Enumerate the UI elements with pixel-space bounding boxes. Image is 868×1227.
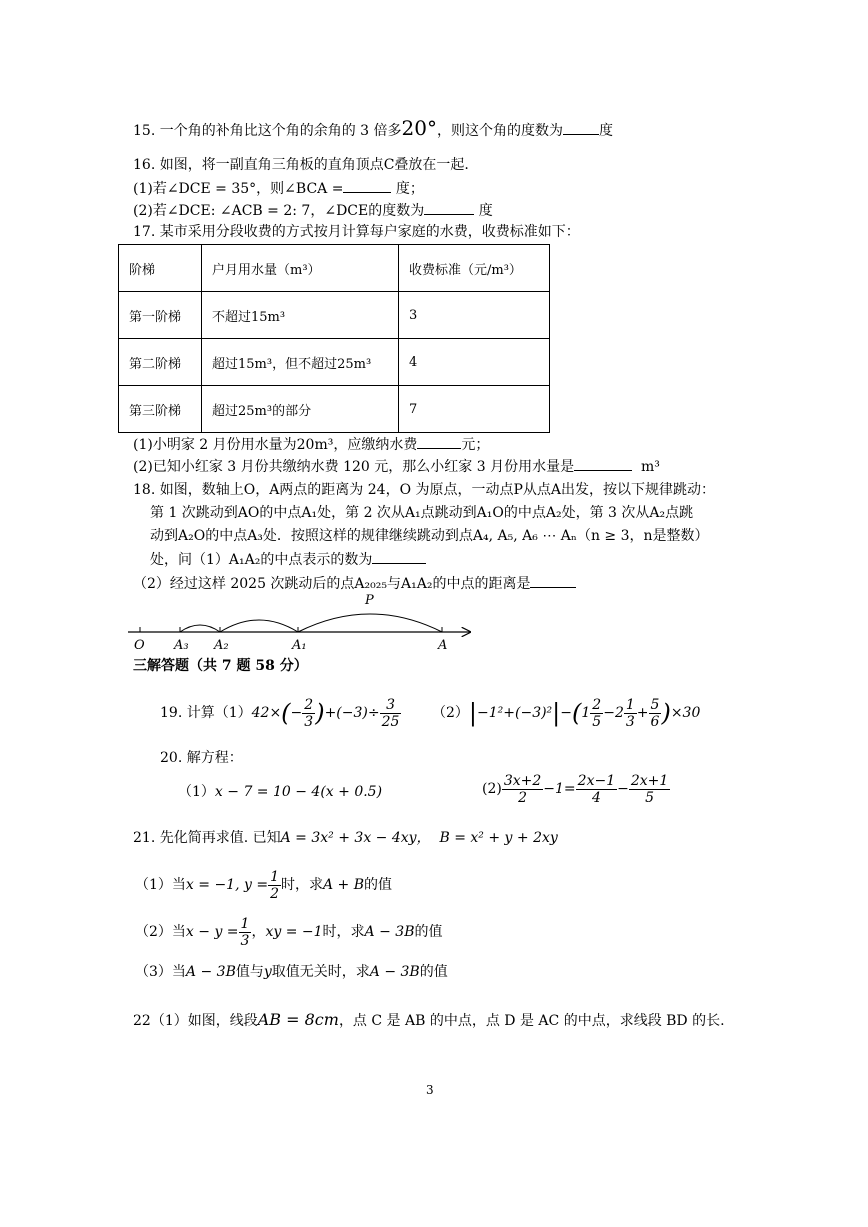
section-heading: 三解答题（共 7 题 58 分） <box>133 658 308 674</box>
q16-blank2[interactable] <box>424 200 474 215</box>
table-cell: 超过25m³的部分 <box>202 386 399 433</box>
q17-part1 <box>133 434 489 455</box>
q18-line1: 18. 如图，数轴上O，A两点的距离为 24，O 为原点，一动点P从点A出发，按以下规律跳动： <box>133 482 716 498</box>
q21-p3a: （3）当 <box>135 964 186 980</box>
q21-part1 <box>135 868 392 902</box>
q16-blank1[interactable] <box>343 178 391 193</box>
q21-p2g: 的值 <box>414 924 443 940</box>
q15-text: 15. 一个角的补角比这个角的余角的 3 倍多 <box>133 123 402 139</box>
q21-p3c: 值与 <box>235 964 264 980</box>
q16-p2b: 度 <box>478 203 493 219</box>
q21-p1d: A + B <box>323 877 365 893</box>
q21-p1a: （1）当 <box>135 877 186 893</box>
q18-line2: 第 1 次跳动到AO的中点A₁处，第 2 次从A₁点跳动到A₁O的中点A₂处，第 3 次从A₂点跳 <box>150 505 694 521</box>
q19-label: 19. 计算（1） <box>160 705 252 721</box>
q21-p1c: 时，求 <box>281 877 323 893</box>
table-header-cell: 收费标准（元/m³） <box>399 245 550 292</box>
q17-p1a: (1)小明家 2 月份用水量为20m³，应缴纳水费 <box>133 437 418 453</box>
q21-p2a: （2）当 <box>135 924 186 940</box>
q19 <box>160 696 401 730</box>
q15-tail: ，则这个角的度数为 <box>436 123 563 139</box>
q17-blank2[interactable] <box>574 456 632 471</box>
q22 <box>133 1010 725 1031</box>
label-o: O <box>134 638 145 653</box>
table-row <box>119 339 550 386</box>
q21-p3f: A − 3B <box>369 964 420 980</box>
table-cell: 第三阶梯 <box>119 386 202 433</box>
q17-part2 <box>133 456 660 477</box>
q21-part3 <box>135 962 448 982</box>
q21-part2 <box>135 915 442 949</box>
q21-p3e: 取值无关时，求 <box>271 964 370 980</box>
label-a1: A₁ <box>292 638 307 653</box>
q20-p1-label: （1） <box>178 784 215 800</box>
q18-blank1[interactable] <box>372 549 426 564</box>
q19-expr1: 42×(− $\frac{2}{3}$ )+(−3)÷ $\frac{3}{25}$ <box>251 696 400 730</box>
q21-frac-half: $\frac{1}{2}$ <box>270 868 279 902</box>
q17-blank1[interactable] <box>417 434 461 449</box>
q16-part2 <box>133 200 493 221</box>
jump-arc-1 <box>298 614 442 632</box>
label-a2: A₂ <box>214 638 229 653</box>
q16-p2a: (2)若∠DCE: ∠ACB = 2: 7，∠DCE的度数为 <box>133 203 425 219</box>
table-cell: 第二阶梯 <box>119 339 202 386</box>
q17-p2a: (2)已知小红家 3 月份共缴纳水费 120 元，那么小红家 3 月份用水量是 <box>133 459 575 475</box>
table-row <box>119 386 550 433</box>
q22-b: AB = 8cm <box>257 1010 339 1029</box>
q15 <box>133 118 613 141</box>
q19-p2-label: （2） <box>432 705 469 721</box>
q21-p2b: x − y = <box>185 924 239 940</box>
q21-p3b: A − 3B <box>185 964 236 980</box>
q18-blank2[interactable] <box>530 573 576 588</box>
q18-line4 <box>150 549 426 570</box>
q21-p2e: 时，求 <box>322 924 365 940</box>
q21-head-text: 21. 先化简再求值. 已知 <box>133 830 281 846</box>
q15-blank[interactable] <box>563 120 599 135</box>
q22-a: 22（1）如图，线段 <box>133 1013 258 1029</box>
q21-p2c: ， <box>251 924 266 940</box>
q22-c: ，点 C 是 AB 的中点，点 D 是 AC 的中点，求线段 BD 的长. <box>338 1013 725 1029</box>
q20-p2-label: (2) <box>482 781 502 797</box>
table-cell: 3 <box>399 292 550 339</box>
q16-part1 <box>133 178 424 199</box>
q19-expr2: |−1²+(−3)²|−(1 $\frac{2}{5}$ −2 $\frac{1}{3}$ + $\frac{5}{6}$ )×30 <box>468 696 701 730</box>
q20-part2 <box>482 772 670 806</box>
jump-arc-3 <box>180 625 220 632</box>
q20-part1 <box>178 782 382 802</box>
label-p: P <box>365 593 374 608</box>
label-a3: A₃ <box>174 638 189 653</box>
q21-frac-third: $\frac{1}{3}$ <box>240 915 250 949</box>
q21-expr-b: B = x² + y + 2xy <box>439 830 558 846</box>
q18-l4: 处，问（1）A₁A₂的中点表示的数为 <box>150 552 373 568</box>
q21-p1e: 的值 <box>364 877 393 893</box>
q17-p2b: m³ <box>640 459 660 475</box>
table-header-cell: 户月用水量（m³） <box>202 245 399 292</box>
q16-p1b: 度； <box>395 181 424 197</box>
label-a: A <box>438 638 448 653</box>
q21-p3d: y <box>263 964 272 980</box>
q19-part2 <box>432 696 700 730</box>
number-line-figure <box>120 588 480 658</box>
q20-head: 20. 解方程： <box>160 750 243 766</box>
q21-head <box>133 828 558 848</box>
water-fee-table <box>118 244 550 433</box>
table-header-row <box>119 245 550 292</box>
table-cell: 7 <box>399 386 550 433</box>
q16-p1a: (1)若∠DCE = 35°，则∠BCA = <box>133 181 344 197</box>
q21-p3g: 的值 <box>419 964 448 980</box>
q16-head: 16. 如图，将一副直角三角板的直角顶点C叠放在一起. <box>133 157 469 173</box>
q21-p2f: A − 3B <box>364 924 415 940</box>
q17-p1b: 元； <box>461 437 490 453</box>
q15-unit: 度 <box>598 123 613 139</box>
table-header-cell: 阶梯 <box>119 245 202 292</box>
table-cell: 超过15m³，但不超过25m³ <box>202 339 399 386</box>
q17-head: 17. 某市采用分段收费的方式按月计算每户家庭的水费，收费标准如下： <box>133 224 580 240</box>
table-cell: 第一阶梯 <box>119 292 202 339</box>
q15-angle: 20° <box>401 116 437 140</box>
table-cell: 4 <box>399 339 550 386</box>
q20-eq2: $\frac{3x+2}{2}$ −1= $\frac{2x-1}{4}$ − $\frac{2x+1}{5}$ <box>503 772 669 806</box>
q18-line3: 动到A₂O的中点A₃处．按照这样的规律继续跳动到点A₄, A₅, A₆ ⋯ Aₙ（n ≥ 3，n是整数） <box>150 528 709 544</box>
jump-arc-2 <box>220 620 298 632</box>
table-row <box>119 292 550 339</box>
q21-p2d: xy = −1 <box>265 924 323 940</box>
page-number: 3 <box>426 1083 434 1097</box>
q18-l5: （2）经过这样 2025 次跳动后的点A₂₀₂₅与A₁A₂的中点的距离是 <box>133 576 531 592</box>
table-cell: 不超过15m³ <box>202 292 399 339</box>
q21-p1b: x = −1, y = <box>185 877 269 893</box>
q21-expr-a: A = 3x² + 3x − 4xy， <box>280 830 431 846</box>
q20-eq1: x − 7 = 10 − 4(x + 0.5) <box>214 784 383 800</box>
